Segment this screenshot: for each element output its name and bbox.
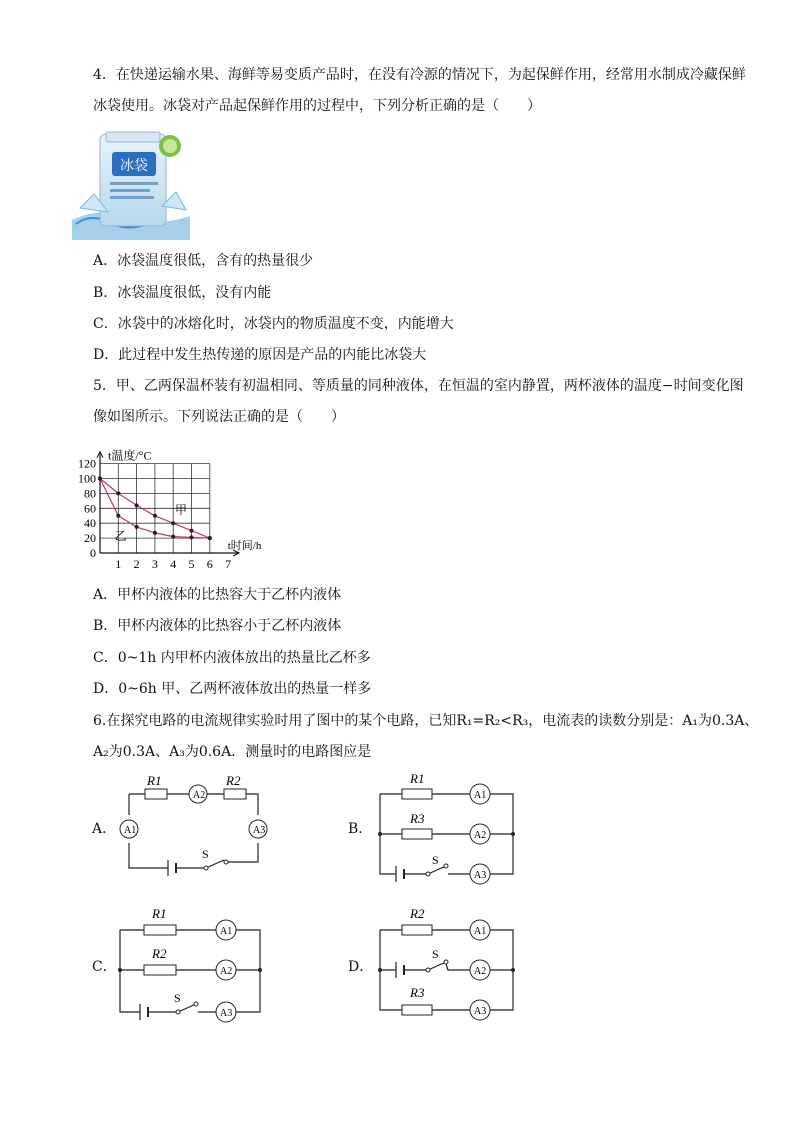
- svg-text:R3: R3: [410, 985, 425, 1000]
- svg-text:S: S: [202, 847, 209, 861]
- svg-text:S: S: [432, 853, 439, 867]
- x-tick-label: 6: [206, 557, 213, 571]
- y-tick-label: 100: [78, 471, 96, 486]
- svg-text:R1: R1: [147, 773, 162, 788]
- svg-text:S: S: [432, 947, 439, 961]
- q6-number: 6.: [93, 713, 107, 729]
- series-label-jia: 甲: [175, 502, 188, 517]
- q6-stem-line2: A₂为0.3A、A₃为0.6A．测量时的电路图应是: [93, 744, 372, 760]
- q5-stem-line1: 5．甲、乙两保温杯装有初温相同、等质量的同种液体，在恒温的室内静置，两杯液体的温度−时间变化图: [93, 378, 744, 394]
- y-axis-label: t温度/°C: [108, 448, 152, 463]
- svg-text:A2: A2: [474, 830, 487, 841]
- data-point: [153, 531, 157, 535]
- x-tick-label: 3: [151, 557, 158, 571]
- q5-option-d[interactable]: D．0~6h 甲、乙两杯液体放出的热量一样多: [93, 681, 372, 697]
- data-point: [135, 503, 139, 507]
- data-point: [190, 535, 194, 539]
- y-tick-label: 60: [84, 501, 96, 516]
- svg-text:R2: R2: [152, 946, 167, 961]
- q5-stem-line2: 像如图所示。下列说法正确的是（ ）: [93, 409, 345, 425]
- svg-text:A2: A2: [193, 790, 206, 801]
- series-label-yi: 乙: [114, 529, 127, 544]
- data-point: [171, 521, 175, 525]
- circuit-c[interactable]: [110, 900, 275, 1030]
- circuit-a[interactable]: [110, 770, 280, 880]
- data-point: [116, 514, 120, 518]
- q4-option-b[interactable]: B．冰袋温度很低，没有内能: [93, 285, 272, 301]
- q4-option-c[interactable]: C．冰袋中的冰熔化时，冰袋内的物质温度不变，内能增大: [93, 316, 454, 332]
- svg-text:R1: R1: [410, 771, 425, 786]
- svg-text:R1: R1: [152, 906, 167, 921]
- y-tick-label: 120: [78, 456, 96, 471]
- resistor-r2: [224, 789, 246, 799]
- svg-text:A3: A3: [220, 1008, 233, 1019]
- q4-number: 4．: [93, 67, 116, 83]
- data-point: [171, 535, 175, 539]
- svg-text:S: S: [174, 991, 181, 1005]
- svg-text:R3: R3: [410, 811, 425, 826]
- svg-text:A1: A1: [474, 926, 487, 937]
- circuit-b-label[interactable]: B．: [348, 821, 373, 837]
- y-tick-label: 0: [90, 546, 96, 560]
- x-tick-label: 2: [133, 557, 140, 571]
- svg-text:A3: A3: [474, 1006, 487, 1017]
- data-point: [153, 514, 157, 518]
- data-point: [98, 477, 102, 481]
- data-point: [190, 529, 194, 533]
- circuit-a-label[interactable]: A．: [92, 821, 117, 837]
- circuit-c-label[interactable]: C．: [92, 959, 117, 975]
- q5-option-b[interactable]: B．甲杯内液体的比热容小于乙杯内液体: [93, 618, 342, 634]
- x-axis-label: t时间/h: [227, 540, 262, 552]
- svg-text:A3: A3: [474, 870, 487, 881]
- ice-bag-label: 冰袋: [120, 159, 148, 174]
- q5-option-a[interactable]: A．甲杯内液体的比热容大于乙杯内液体: [93, 587, 342, 603]
- x-tick-label: 1: [115, 557, 122, 571]
- q5-number: 5．: [93, 378, 116, 394]
- y-tick-label: 40: [84, 516, 96, 531]
- y-tick-label: 20: [84, 531, 96, 546]
- x-tick-label: 7: [225, 557, 232, 571]
- data-point: [208, 536, 212, 540]
- q4-stem-line1: 4．在快递运输水果、海鲜等易变质产品时，在没有冷源的情况下，为起保鲜作用，经常用水制成冷藏保鲜: [93, 67, 746, 83]
- q4-option-d[interactable]: D．此过程中发生热传递的原因是产品的内能比冰袋大: [93, 347, 427, 363]
- y-tick-label: 80: [84, 486, 96, 501]
- svg-text:A2: A2: [220, 966, 233, 977]
- ice-bag-image: [72, 128, 190, 240]
- q4-stem-line2: 冰袋使用。冰袋对产品起保鲜作用的过程中，下列分析正确的是（ ）: [93, 98, 541, 114]
- temperature-time-chart: [70, 438, 270, 573]
- svg-text:A1: A1: [474, 790, 487, 801]
- x-tick-label: 4: [170, 557, 177, 571]
- x-tick-label: 5: [188, 557, 195, 571]
- circuit-d[interactable]: [370, 900, 535, 1030]
- svg-text:A1: A1: [220, 926, 233, 937]
- data-point: [135, 525, 139, 529]
- resistor-r1: [145, 789, 167, 799]
- q6-stem-line1: 6.在探究电路的电流规律实验时用了图中的某个电路，已知R₁=R₂<R₃，电流表的读数分别是：A₁为0.3A、: [93, 713, 759, 729]
- svg-text:R2: R2: [226, 773, 241, 788]
- q4-option-a[interactable]: A．冰袋温度很低，含有的热量很少: [93, 253, 314, 269]
- svg-text:A3: A3: [253, 825, 266, 836]
- svg-text:A2: A2: [474, 966, 487, 977]
- circuit-d-label[interactable]: D．: [348, 959, 374, 975]
- circuit-b[interactable]: [370, 768, 530, 888]
- svg-text:A1: A1: [124, 825, 137, 836]
- q5-option-c[interactable]: C．0~1h 内甲杯内液体放出的热量比乙杯多: [93, 650, 371, 666]
- svg-text:R2: R2: [410, 906, 425, 921]
- data-point: [116, 491, 120, 495]
